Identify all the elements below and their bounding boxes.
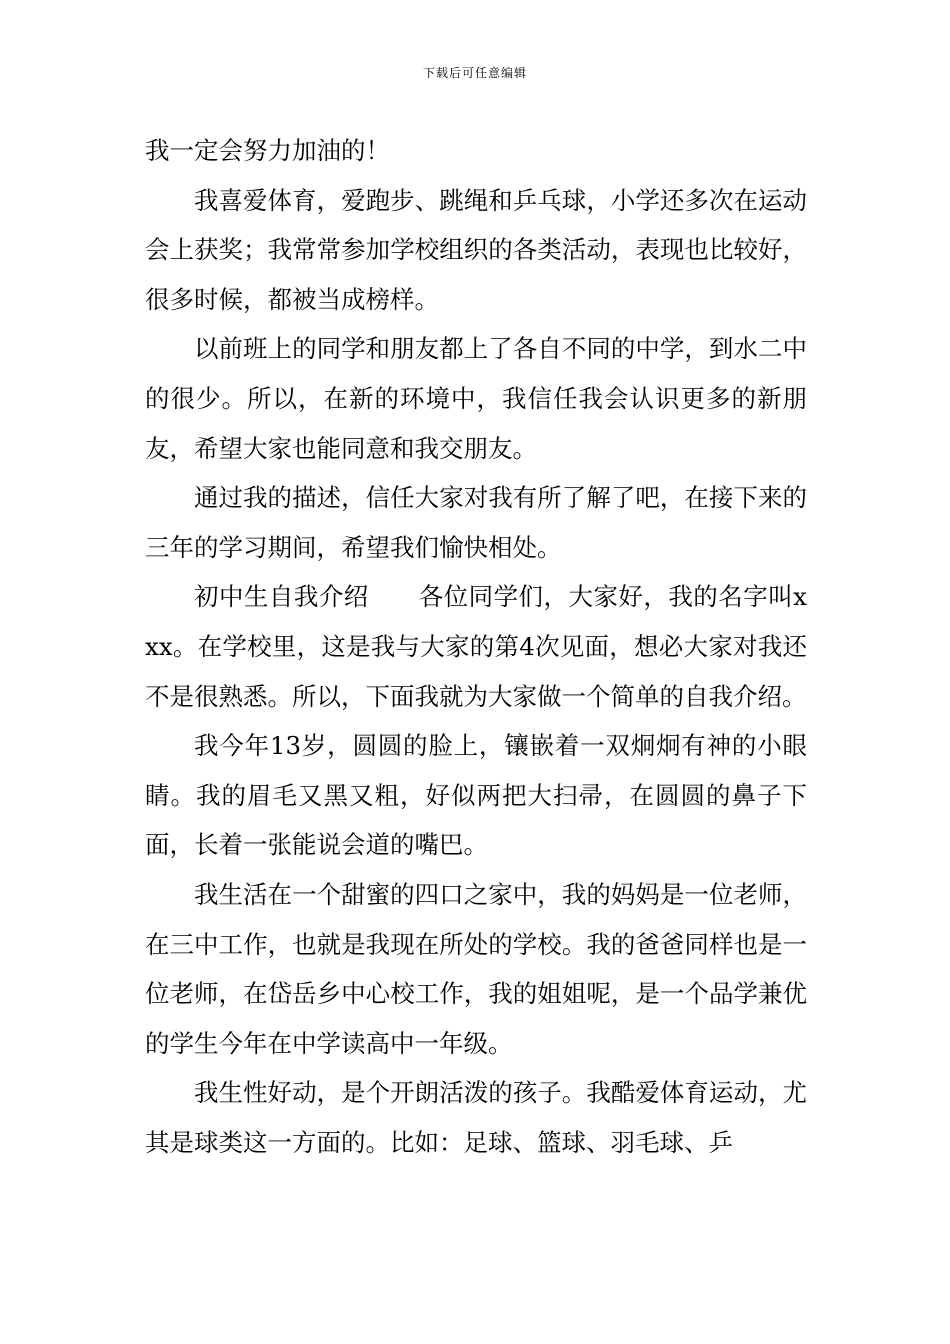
paragraph: 以前班上的同学和朋友都上了各自不同的中学，到水二中的很少。所以，在新的环境中，我信任我会认识更多的新朋友，希望大家也能同意和我交朋友。 bbox=[145, 334, 807, 463]
page-header: 下载后可任意编辑 bbox=[422, 66, 527, 80]
paragraph: 我生性好动，是个开朗活泼的孩子。我酷爱体育运动，尤其是球类这一方面的。比如：足球、篮球、羽毛球、乒 bbox=[145, 1078, 807, 1157]
paragraph: 通过我的描述，信任大家对我有所了解了吧，在接下来的三年的学习期间，希望我们愉快相处。 bbox=[145, 483, 807, 562]
paragraph: 我今年13岁，圆圆的脸上，镶嵌着一双炯炯有神的小眼睛。我的眉毛又黑又粗，好似两把大扫帚，在圆圆的鼻子下面，长着一张能说会道的嘴巴。 bbox=[145, 731, 807, 860]
document-body bbox=[145, 126, 807, 1167]
paragraph: 我生活在一个甜蜜的四口之家中，我的妈妈是一位老师，在三中工作，也就是我现在所处的学校。我的爸爸同样也是一位老师，在岱岳乡中心校工作，我的姐姐呢，是一个品学兼优的学生今年在中学读高中一年级。 bbox=[145, 879, 807, 1058]
paragraph: 初中生自我介绍 各位同学们，大家好，我的名字叫xxx。在学校里，这是我与大家的第4次见面，想必大家对我还不是很熟悉。所以，下面我就为大家做一个简单的自我介绍。 bbox=[145, 582, 807, 711]
paragraph: 我一定会努力加油的！ bbox=[145, 136, 390, 165]
paragraph: 我喜爱体育，爱跑步、跳绳和乒乓球，小学还多次在运动会上获奖；我常常参加学校组织的各类活动，表现也比较好，很多时候，都被当成榜样。 bbox=[145, 185, 807, 314]
